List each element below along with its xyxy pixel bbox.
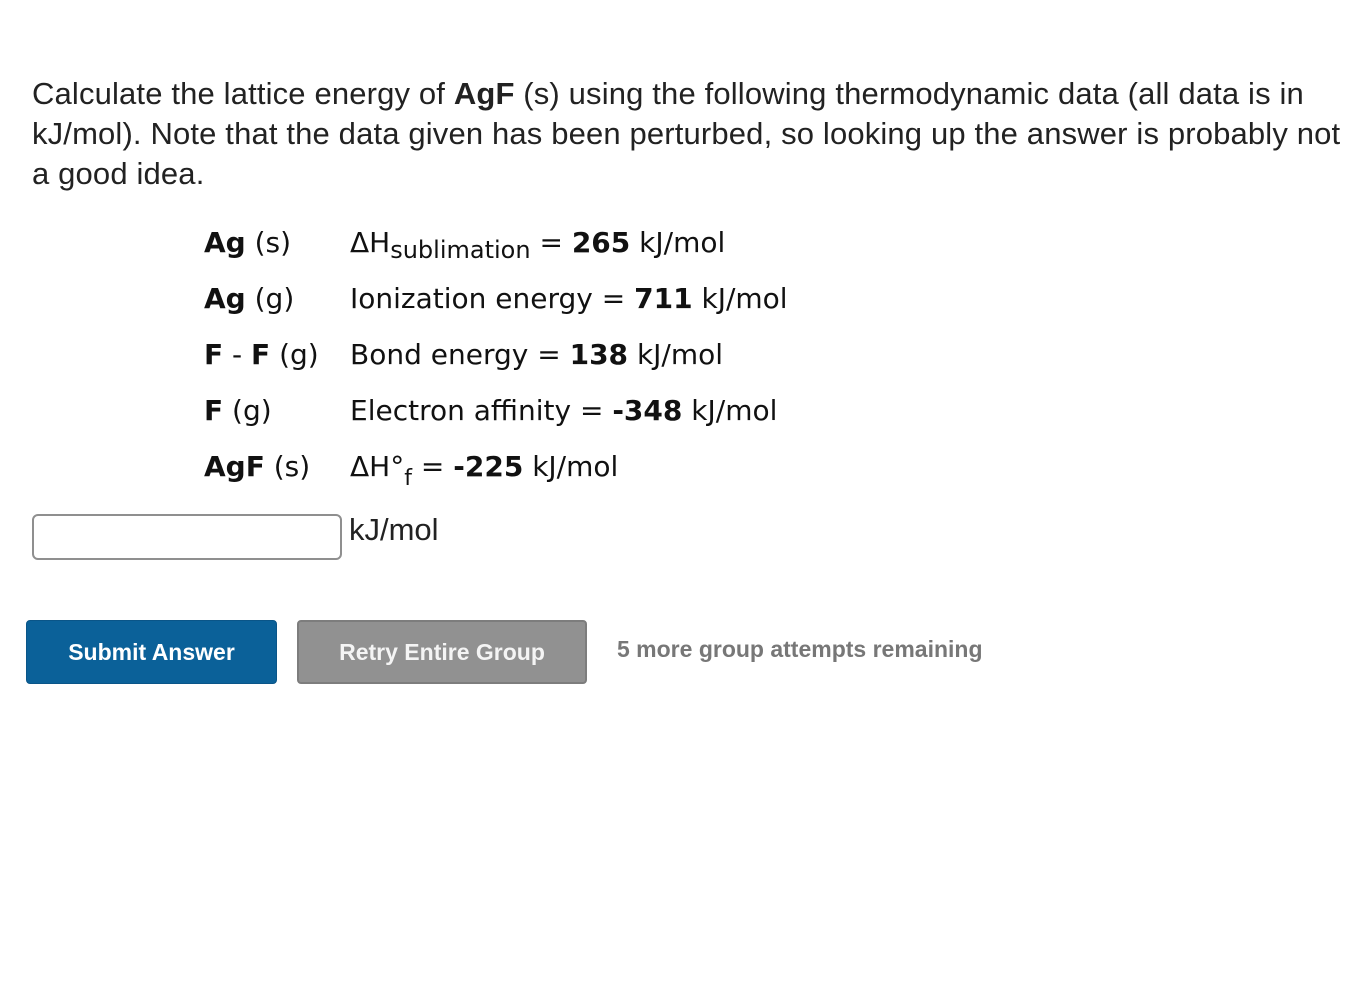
species-state: (g) bbox=[245, 282, 295, 315]
species-formula: F bbox=[204, 394, 224, 427]
species-label bbox=[204, 282, 294, 315]
property-unit: kJ/mol bbox=[523, 450, 619, 483]
species-label bbox=[204, 450, 310, 483]
property-unit: kJ/mol bbox=[682, 394, 778, 427]
equals-sign: = bbox=[411, 450, 454, 483]
question-compound: AgF bbox=[453, 76, 515, 111]
species-state: (g) bbox=[223, 394, 272, 427]
property-value: -225 bbox=[453, 450, 524, 483]
property-label bbox=[350, 338, 723, 371]
property-unit: kJ/mol bbox=[692, 282, 788, 315]
submit-answer-button[interactable]: Submit Answer bbox=[26, 620, 277, 684]
species-label bbox=[204, 394, 272, 427]
property-unit: kJ/mol bbox=[630, 226, 726, 259]
property-value: 265 bbox=[571, 226, 631, 259]
species-formula: AgF bbox=[204, 450, 265, 483]
question-text bbox=[32, 74, 1362, 194]
equals-sign: = bbox=[528, 338, 570, 371]
species-formula: Ag bbox=[204, 226, 246, 259]
property-name: Bond energy bbox=[350, 338, 529, 371]
species-formula-b: F bbox=[251, 338, 271, 371]
question-text-after: (s) using the following thermodynamic data (all data is in kJ/mol). Note that the data given has been perturbed, so looking up the answer is probably not a good idea. bbox=[32, 76, 1341, 191]
equals-sign: = bbox=[530, 226, 572, 259]
species-label bbox=[204, 226, 291, 259]
species-state: (s) bbox=[245, 226, 292, 259]
species-formula: Ag bbox=[204, 282, 246, 315]
property-label bbox=[350, 450, 619, 491]
property-unit: kJ/mol bbox=[628, 338, 724, 371]
equals-sign: = bbox=[592, 282, 635, 315]
property-label bbox=[350, 394, 777, 427]
question-text-before: Calculate the lattice energy of bbox=[32, 76, 454, 111]
property-subscript: sublimation bbox=[390, 236, 531, 264]
species-dash: - bbox=[223, 338, 252, 371]
property-subscript: f bbox=[404, 466, 412, 491]
equals-sign: = bbox=[571, 394, 613, 427]
property-name: ΔH° bbox=[350, 450, 405, 483]
property-name: Electron affinity bbox=[350, 394, 572, 427]
property-label bbox=[350, 282, 788, 315]
attempts-remaining-text: 5 more group attempts remaining bbox=[617, 636, 983, 662]
species-label bbox=[204, 338, 319, 371]
property-value: 138 bbox=[569, 338, 629, 371]
species-state: (s) bbox=[264, 450, 311, 483]
species-state: (g) bbox=[270, 338, 319, 371]
property-name: Ionization energy bbox=[350, 282, 593, 315]
property-value: 711 bbox=[634, 282, 693, 315]
species-formula-a: F bbox=[204, 338, 224, 371]
retry-entire-group-button[interactable]: Retry Entire Group bbox=[297, 620, 587, 684]
property-label bbox=[350, 226, 726, 264]
property-value: -348 bbox=[612, 394, 683, 427]
answer-unit-label: kJ/mol bbox=[349, 512, 439, 547]
answer-input[interactable] bbox=[32, 514, 342, 560]
property-name: ΔH bbox=[350, 226, 391, 259]
